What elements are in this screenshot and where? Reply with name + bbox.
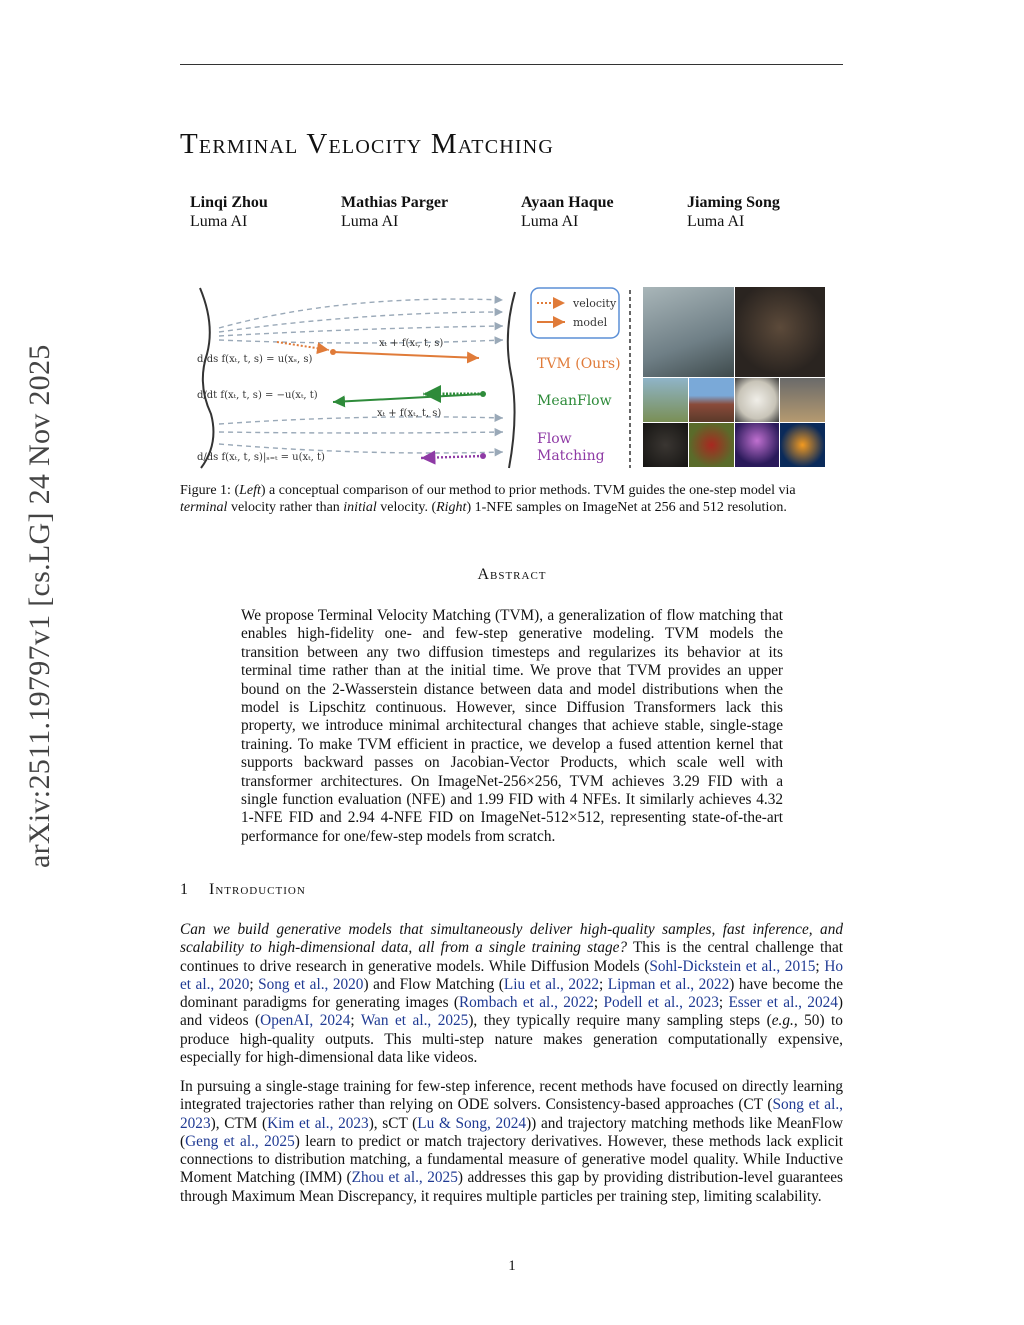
citation-link[interactable]: Lipman et al., 2022 bbox=[607, 975, 730, 993]
citation-link[interactable]: Rombach et al., 2022 bbox=[458, 994, 594, 1012]
abstract-text: We propose Terminal Velocity Matching (TVM), a generalization of flow matching that enables high-fidelity one- and few-step generative modeling. TVM models the transition between any two diffusion timesteps and regularizes its behavior at its terminal time rather than at the initial time. We prove that TVM provides an upper bound on the 2-Wasserstein distance between data and model distributions when the model is Lipschitz continuous. However, since Diffusion Transformers lack this property, we introduce minimal architectural changes that achieve stable, single-stage training. To make TVM efficient in practice, we develop a fused attention kernel that supports backward passes on Jacobian-Vector Products, which scale well with transformer architectures. On ImageNet-256×256, TVM achieves 3.29 FID with a single function evaluation (NFE) and 1.99 FID with 4 NFEs. It similarly achieves 4.32 1-NFE FID and 2.94 4-NFE FID on ImageNet-512×512, representing state-of-the-art performance for one/few-step models from scratch. bbox=[241, 607, 783, 845]
label-tvm: TVM (Ours) bbox=[537, 356, 621, 372]
author-affiliation: Luma AI bbox=[190, 213, 248, 230]
author-block bbox=[190, 193, 268, 231]
legend-velocity: velocity bbox=[573, 297, 617, 310]
legend-model: model bbox=[573, 316, 608, 329]
citation-link[interactable]: Geng et al., 2025 bbox=[185, 1132, 295, 1150]
citation-link[interactable]: Song et al., 2020 bbox=[258, 975, 364, 993]
author-name: Linqi Zhou bbox=[190, 194, 268, 211]
header-rule bbox=[180, 64, 843, 65]
author-affiliation: Luma AI bbox=[341, 213, 399, 230]
author-name: Jiaming Song bbox=[687, 194, 780, 211]
intro-paragraph-2: In pursuing a single-stage training for few-step inference, recent methods have focused on directly learning integrated trajectories rather than relying on ODE solvers. Consistency-based approaches (CT (Song et al., 2023), CTM (Kim et al., 2023), sCT (Lu & Song, 2024)) and trajectory matching methods like MeanFlow (Geng et al., 2025) learn to predict or match trajectory derivatives. However, these methods lack explicit connections to distribution matching, a fundamental measure of generative model quality. While Inductive Moment Matching (IMM) (Zhou et al., 2025) addresses this gap by providing distribution-level guarantees through Maximum Mean Discrepancy, it requires multiple particles per training step, limiting scalability. bbox=[180, 1078, 844, 1205]
author-block bbox=[687, 193, 780, 231]
citation-link[interactable]: Podell et al., 2023 bbox=[603, 994, 719, 1012]
page-number: 1 bbox=[508, 1258, 516, 1274]
abstract-heading: Abstract bbox=[477, 566, 547, 583]
paper-title: Terminal Velocity Matching bbox=[180, 128, 555, 160]
label-flow: Flow bbox=[537, 431, 572, 447]
label-matching: Matching bbox=[537, 448, 605, 464]
eq-meanflow: d/dt f(xₜ, t, s) = −u(xₜ, t) bbox=[197, 390, 318, 401]
sample-image-otter bbox=[735, 287, 826, 377]
section-number: 1 bbox=[180, 881, 189, 898]
citation-link[interactable]: Song et al., 2023 bbox=[180, 1096, 843, 1132]
eq-top: xₜ + f(xₜ, t, s) bbox=[379, 338, 444, 349]
citation-link[interactable]: Wan et al., 2025 bbox=[360, 1012, 469, 1030]
eq-tvm: d/ds f(xₜ, t, s) = u(xₛ, s) bbox=[197, 354, 313, 365]
intro-paragraph-1: Can we build generative models that simultaneously deliver high-quality samples, fast inference, and scalability to high-dimensional data, all from a single training stage? This is the central challenge that continues to drive research in generative models. While Diffusion Models (Sohl-Dickstein et al., 2015; Ho et al., 2020; Song et al., 2020) and Flow Matching (Liu et al., 2022; Lipman et al., 2022) have become the dominant paradigms for generating images (Rombach et al., 2022; Podell et al., 2023; Esser et al., 2024) and videos (OpenAI, 2024; Wan et al., 2025), they typically require many sampling steps (e.g., 50) to produce high-quality outputs. This multi-step nature makes generation computationally expensive, especially for high-dimensional data like videos. bbox=[180, 921, 844, 1067]
author-affiliation: Luma AI bbox=[687, 213, 745, 230]
figure-caption: Figure 1: (Left) a conceptual comparison of our method to prior methods. TVM guides the one-step model via terminal velocity rather than initial velocity. (Right) 1-NFE samples on ImageNet at 256 and 512 resolution. bbox=[180, 483, 796, 515]
citation-link[interactable]: Kim et al., 2023 bbox=[267, 1114, 369, 1132]
eq-mid: xₜ + f(xₜ, t, s) bbox=[377, 408, 442, 419]
sample-image-goose bbox=[643, 378, 688, 422]
section-title: Introduction bbox=[209, 881, 306, 898]
citation-link[interactable]: Lu & Song, 2024 bbox=[417, 1114, 527, 1132]
citation-link[interactable]: Sohl-Dickstein et al., 2015 bbox=[649, 957, 816, 975]
author-name: Ayaan Haque bbox=[521, 194, 614, 211]
eq-flow-matching: d/ds f(xₜ, t, s)|ₛ₌ₜ = u(xₜ, t) bbox=[197, 452, 325, 463]
source-distribution-curve bbox=[200, 288, 213, 468]
sample-image-beetle bbox=[689, 423, 734, 467]
sample-image-mountain bbox=[689, 378, 734, 422]
author-block bbox=[341, 193, 448, 231]
sample-image-chimp bbox=[643, 423, 688, 467]
label-meanflow: MeanFlow bbox=[537, 393, 612, 409]
author-block bbox=[521, 193, 614, 231]
citation-link[interactable]: Zhou et al., 2025 bbox=[351, 1169, 458, 1187]
arxiv-side-label: arXiv:2511.19797v1 [cs.LG] 24 Nov 2025 bbox=[23, 344, 56, 868]
legend-box bbox=[531, 288, 619, 338]
citation-link[interactable]: OpenAI, 2024 bbox=[260, 1012, 351, 1030]
author-affiliation: Luma AI bbox=[521, 213, 579, 230]
citation-link[interactable]: Esser et al., 2024 bbox=[728, 994, 838, 1012]
sample-image-meerkat bbox=[780, 378, 825, 422]
trajectory-lines bbox=[219, 299, 503, 453]
sample-image-bird bbox=[643, 287, 734, 377]
sample-image-jellyfish bbox=[735, 423, 780, 467]
citation-link[interactable]: Ho et al., 2020 bbox=[180, 957, 844, 993]
concept-diagram bbox=[193, 284, 633, 474]
sample-image-goldfish bbox=[780, 423, 825, 467]
sample-image-polar-bear bbox=[735, 378, 780, 422]
sample-image-grid bbox=[643, 287, 825, 467]
citation-link[interactable]: Liu et al., 2022 bbox=[503, 975, 599, 993]
section-heading bbox=[180, 881, 306, 899]
author-name: Mathias Parger bbox=[341, 194, 449, 211]
target-distribution-curve bbox=[508, 292, 515, 468]
